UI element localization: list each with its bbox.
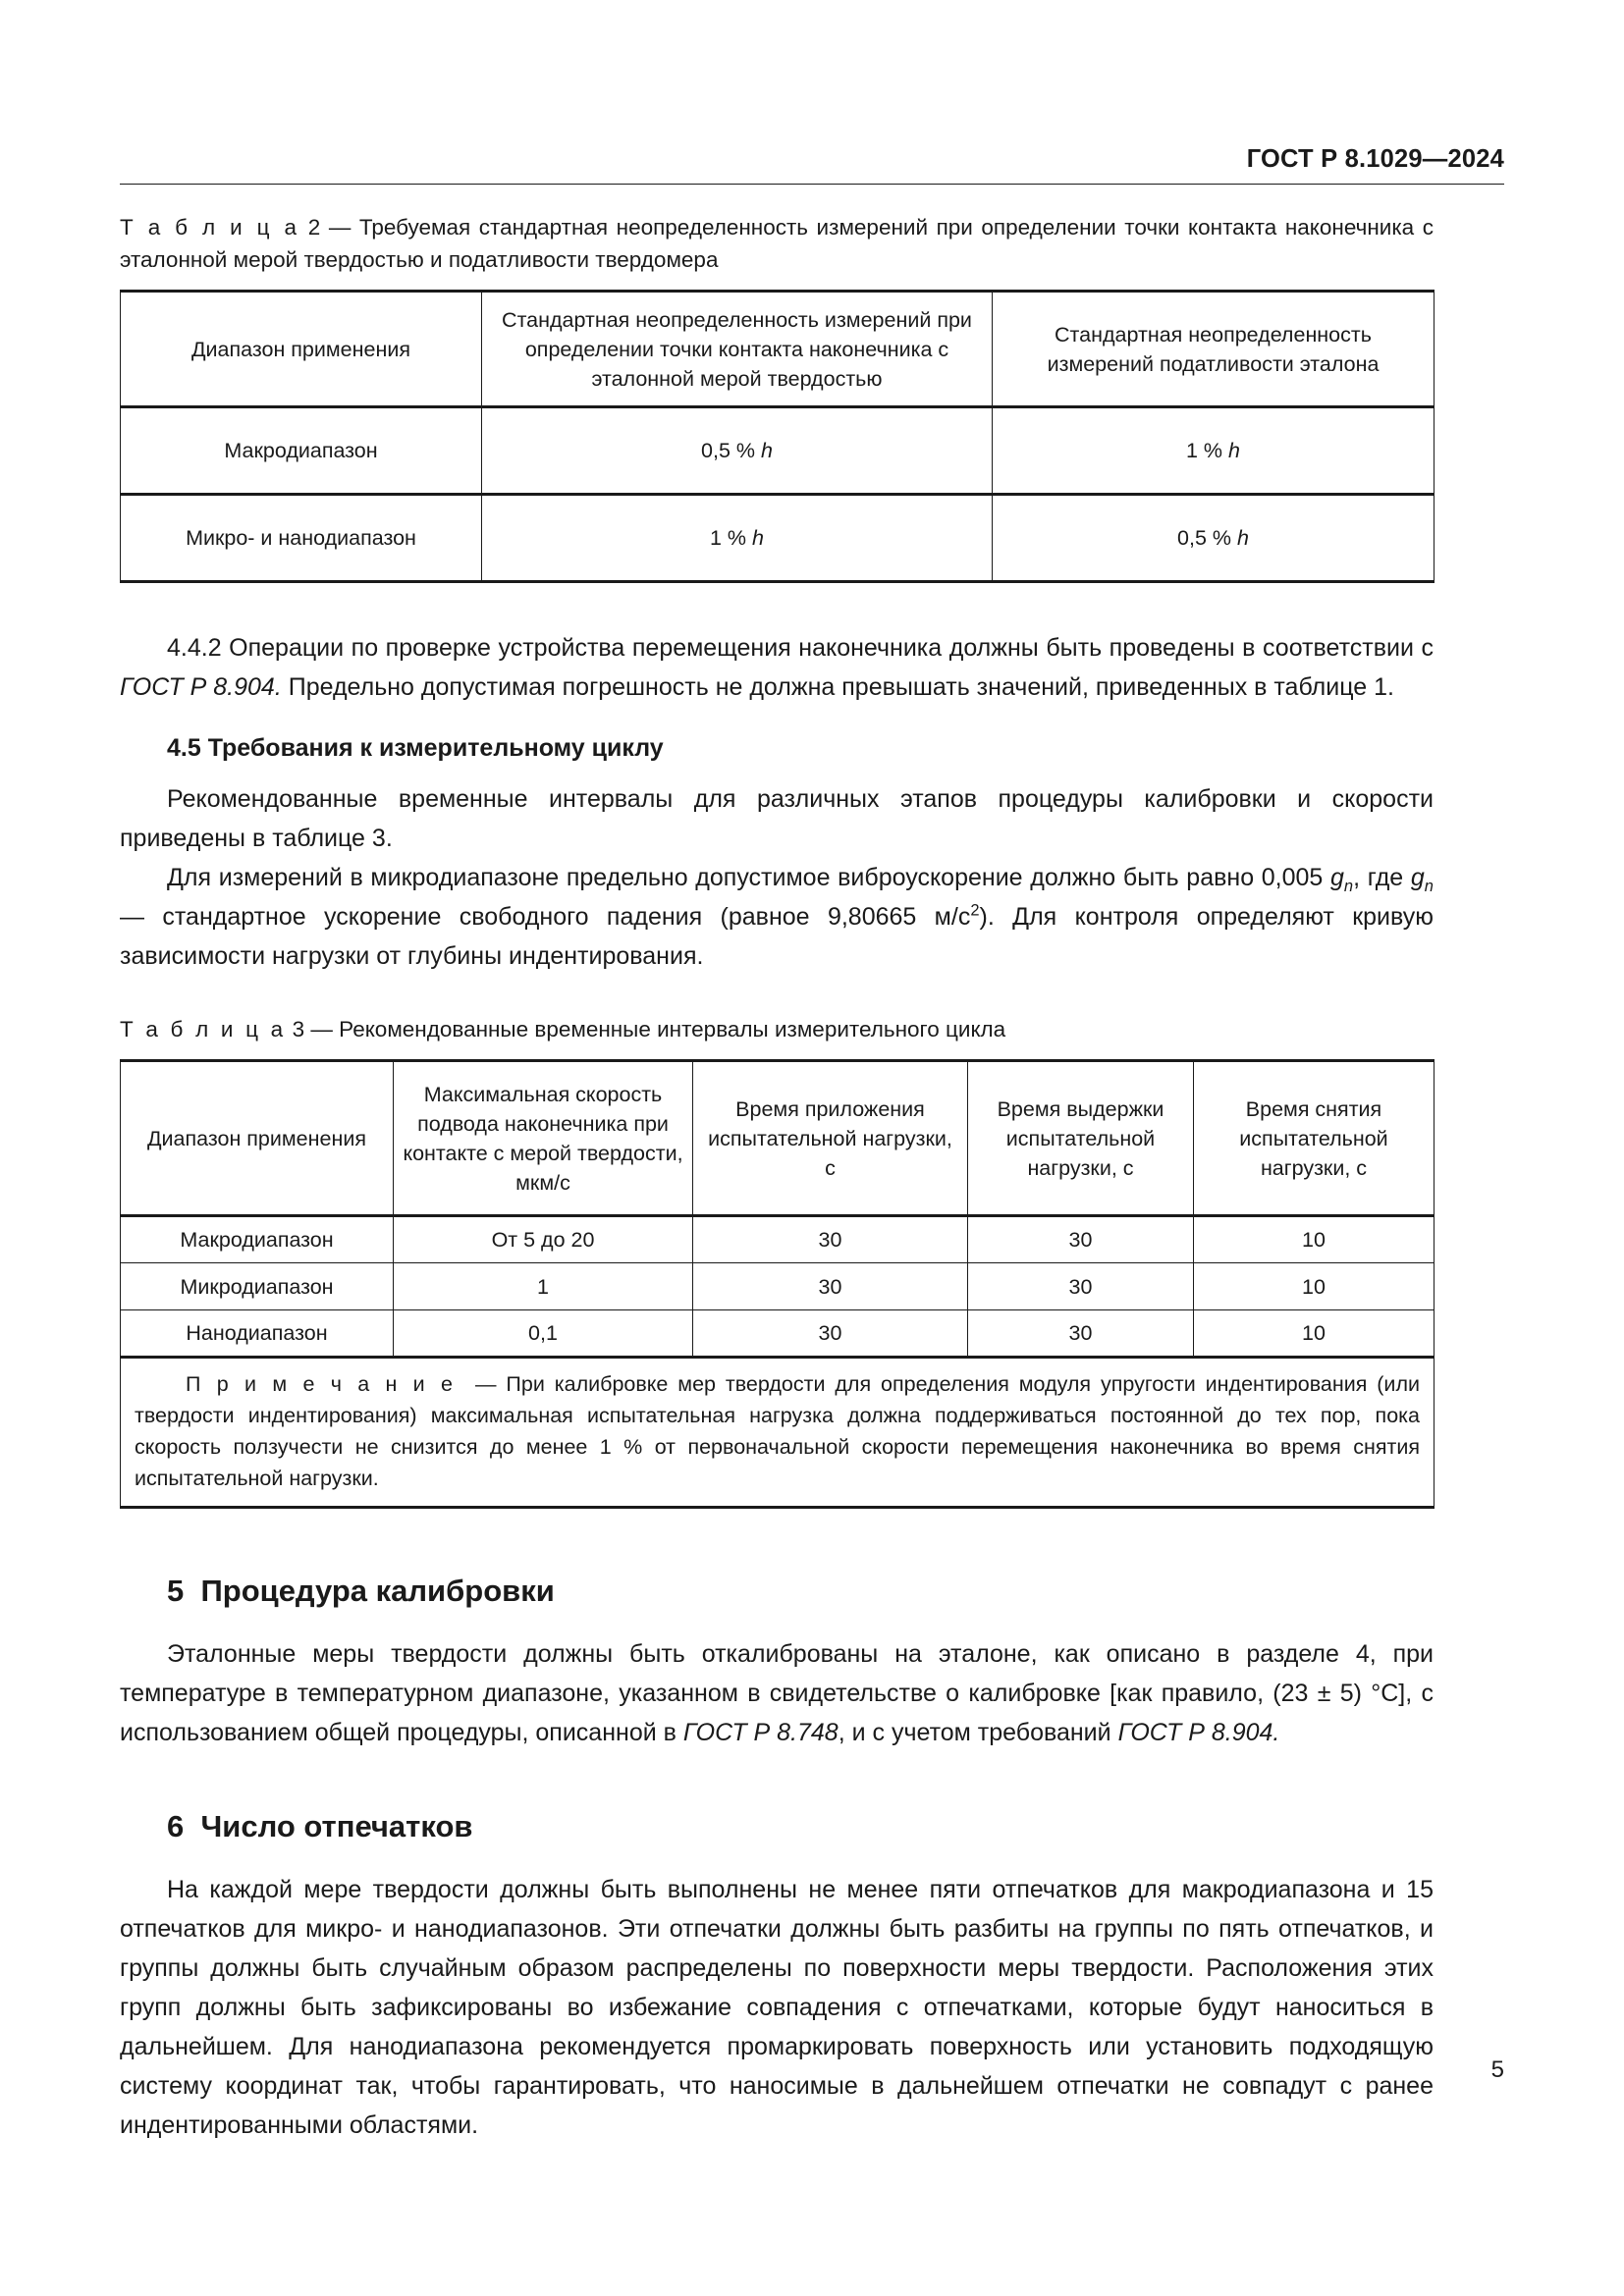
p452-c: — стандартное ускорение свободного падения (равное 9,80665 м/с	[120, 903, 971, 931]
symbol-gn-1: g	[1330, 864, 1344, 891]
table3-header-row	[121, 1061, 1435, 1216]
table2-caption	[120, 211, 1434, 276]
symbol-gn-1-sub: n	[1343, 878, 1354, 895]
table3-note-dash: —	[474, 1372, 497, 1396]
table2-header-cell-range: Диапазон применения	[121, 292, 482, 407]
table3-caption-text: Рекомендованные временные интервалы измерительного цикла	[339, 1017, 1006, 1041]
heading-4-5-text: Требования к измерительному циклу	[207, 734, 664, 762]
p452-d: ). Для контроля определяют кривую зависимости нагрузки от глубины индентирования.	[120, 903, 1435, 970]
table-row	[121, 1310, 1435, 1358]
table3-note-label: П р и м е ч а н и е	[186, 1372, 457, 1396]
table3-cell-speed: 1	[394, 1263, 693, 1310]
heading-section-6	[120, 1805, 1434, 1848]
table2-caption-text: Требуемая стандартная неопределенность измерений при определении точки контакта наконечника с эталонной мерой твердостью и податливости твердомера	[120, 215, 1434, 272]
table2-cell-compliance-value: 0,5 %	[1177, 526, 1237, 550]
table2-header-row	[121, 292, 1435, 407]
paragraph-4-5-1: Рекомендованные временные интервалы для различных этапов процедуры калибровки и скорости приведены в таблице 3.	[120, 785, 1434, 852]
table-row	[121, 495, 1435, 582]
running-header	[120, 145, 1504, 185]
table3-note-row	[121, 1358, 1435, 1508]
table3-cell-range: Нанодиапазон	[121, 1310, 394, 1358]
table2-cell-range: Макродиапазон	[121, 407, 482, 495]
table3-caption	[120, 1013, 1434, 1045]
table2-caption-number: 2	[307, 215, 321, 240]
table3-header-cell-speed: Максимальная скорость подвода наконечника при контакте с мерой твердости, мкм/с	[394, 1061, 693, 1216]
reference-gost-8748: ГОСТ Р 8.748	[682, 1719, 839, 1746]
heading-6-number: 6	[167, 1809, 185, 1843]
p5-b: , и с учетом требований	[838, 1719, 1118, 1746]
exponent-2: 2	[970, 901, 980, 920]
table3-cell-release-time: 10	[1194, 1263, 1435, 1310]
table2-cell-contact-symbol: h	[752, 526, 764, 550]
table3-cell-apply-time: 30	[693, 1216, 968, 1263]
heading-section-5	[120, 1570, 1434, 1613]
paragraph-section-6: На каждой мере твердости должны быть выполнены не менее пяти отпечатков для макродиапазона и 15 отпечатков для микро- и нанодиапазонов. Эти отпечатки должны быть разбиты на группы по пять отпечатков, и группы должны быть случайным образом распределены по поверхности меры твердости. Расположения этих групп должны быть зафиксированы во избежание совпадения с отпечатками, которые будут наноситься в дальнейшем. Для нанодиапазона рекомендуется промаркировать поверхность или установить подходящую систему координат так, чтобы гарантировать, что наносимые в дальнейшем отпечатки не совпадут с ранее индентированными областями.	[120, 1876, 1434, 2139]
table3-header-cell-hold-time: Время выдержки испытательной нагрузки, с	[968, 1061, 1194, 1216]
table2-header-cell-compliance: Стандартная неопределенность измерений податливости эталона	[993, 292, 1435, 407]
table2-cell-contact-value: 0,5 %	[701, 439, 761, 462]
table2-cell-compliance-symbol: h	[1228, 439, 1240, 462]
table2-caption-label: Т а б л и ц а	[120, 215, 300, 240]
symbol-gn-2: g	[1410, 864, 1425, 891]
table2-cell-contact-value: 1 %	[710, 526, 753, 550]
table-row	[121, 1216, 1435, 1263]
page-number: 5	[1490, 2056, 1504, 2083]
table3-cell-range: Микродиапазон	[121, 1263, 394, 1310]
table3-cell-hold-time: 30	[968, 1216, 1194, 1263]
table3-cell-speed: От 5 до 20	[394, 1216, 693, 1263]
table2-caption-dash: —	[328, 215, 352, 240]
table-row	[121, 1263, 1435, 1310]
table3-cell-apply-time: 30	[693, 1310, 968, 1358]
clause-442-text-1: Операции по проверке устройства перемещения наконечника должны быть проведены в соответствии с	[229, 634, 1434, 662]
table3-note-text: При калибровке мер твердости для определения модуля упругости индентирования (или твердости индентирования) максимальная испытательная нагрузка должна поддерживаться постоянной до тех пор, пока скорость ползучести не снизится до менее 1 % от первоначальной скорости перемещения наконечника во время снятия испытательной нагрузки.	[135, 1372, 1420, 1490]
page-content	[120, 211, 1434, 2145]
table-2	[120, 290, 1435, 583]
heading-5-text: Процедура калибровки	[200, 1574, 555, 1608]
reference-gost-8904-2: ГОСТ Р 8.904.	[1117, 1719, 1280, 1746]
table-3	[120, 1059, 1435, 1509]
clause-number-442: 4.4.2	[167, 634, 230, 662]
table2-cell-contact	[482, 495, 993, 582]
table3-cell-range: Макродиапазон	[121, 1216, 394, 1263]
p5-a: Эталонные меры твердости должны быть откалиброваны на эталоне, как описано в разделе 4, при температуре в температурном диапазоне, указанном в свидетельстве о калибровке [как правило, (23 ± 5) °C], с использованием общей процедуры, описанной в	[120, 1640, 1434, 1746]
heading-5-number: 5	[167, 1574, 185, 1608]
heading-4-5-number: 4.5	[167, 734, 208, 762]
table3-cell-speed: 0,1	[394, 1310, 693, 1358]
table3-caption-dash: —	[310, 1017, 333, 1041]
paragraph-4-5-2	[120, 858, 1434, 976]
table3-cell-hold-time: 30	[968, 1310, 1194, 1358]
table-row	[121, 407, 1435, 495]
table2-cell-contact	[482, 407, 993, 495]
paragraph-4-4-2	[120, 628, 1434, 707]
heading-4-5	[120, 728, 1434, 768]
table2-header-cell-contact: Стандартная неопределенность измерений при определении точки контакта наконечника с эталонной мерой твердостью	[482, 292, 993, 407]
standard-id: ГОСТ Р 8.1029—2024	[1246, 145, 1504, 173]
reference-gost-8904: ГОСТ Р 8.904.	[120, 673, 282, 701]
table3-header-cell-release-time: Время снятия испытательной нагрузки, с	[1194, 1061, 1435, 1216]
table3-cell-release-time: 10	[1194, 1310, 1435, 1358]
table3-note	[121, 1358, 1435, 1508]
table2-cell-compliance	[993, 495, 1435, 582]
table2-cell-compliance-value: 1 %	[1186, 439, 1229, 462]
header-rule	[120, 184, 1504, 185]
paragraph-section-5	[120, 1634, 1434, 1752]
heading-6-text: Число отпечатков	[200, 1809, 473, 1843]
table3-header-cell-range: Диапазон применения	[121, 1061, 394, 1216]
table2-cell-compliance	[993, 407, 1435, 495]
symbol-gn-2-sub: n	[1424, 878, 1434, 895]
p452-a: Для измерений в микродиапазоне предельно допустимое виброускорение должно быть равно 0,005	[167, 864, 1331, 891]
table3-header-cell-apply-time: Время приложения испытательной нагрузки, с	[693, 1061, 968, 1216]
clause-442-text-2: Предельно допустимая погрешность не должна превышать значений, приведенных в таблице 1.	[281, 673, 1394, 701]
table2-cell-contact-symbol: h	[760, 439, 773, 462]
p452-b: , где	[1353, 864, 1411, 891]
table3-caption-label: Т а б л и ц а	[120, 1017, 287, 1041]
table3-cell-hold-time: 30	[968, 1263, 1194, 1310]
table2-cell-compliance-symbol: h	[1236, 526, 1249, 550]
table3-cell-release-time: 10	[1194, 1216, 1435, 1263]
table3-cell-apply-time: 30	[693, 1263, 968, 1310]
table3-caption-number: 3	[292, 1017, 305, 1041]
table2-cell-range: Микро- и нанодиапазон	[121, 495, 482, 582]
